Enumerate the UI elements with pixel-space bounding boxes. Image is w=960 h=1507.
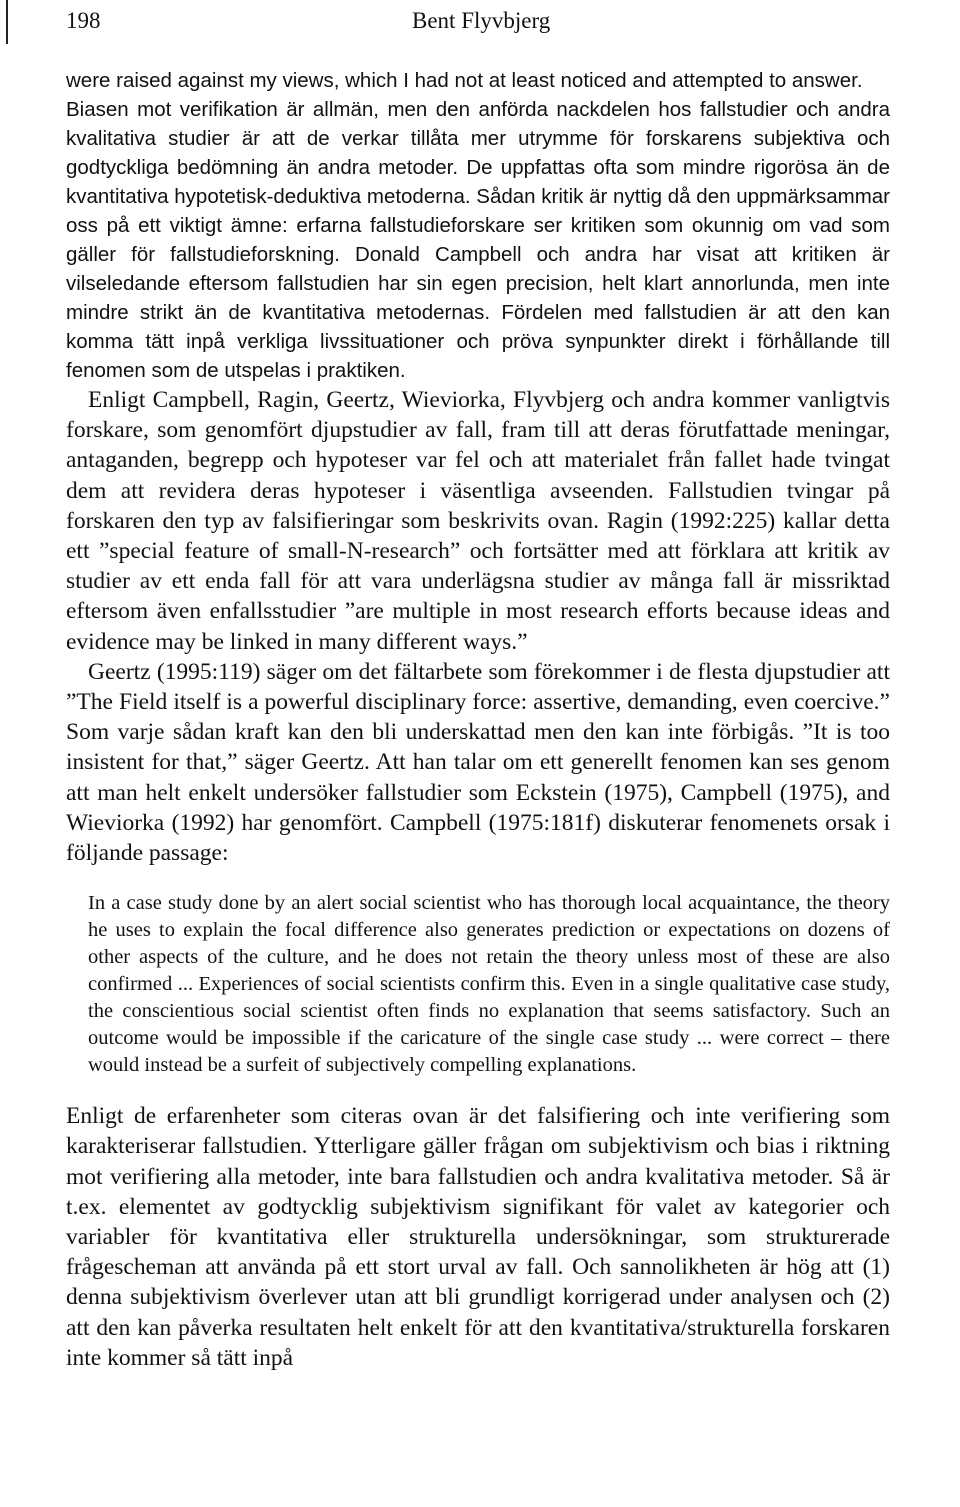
page-edge-line <box>6 0 8 44</box>
paragraph-1: were raised against my views, which I had not at least noticed and attempted to answer. <box>66 69 863 92</box>
page-body <box>66 66 890 1373</box>
page-number: 198 <box>66 8 101 33</box>
page-header <box>66 8 896 38</box>
paragraph-3: Enligt Campbell, Ragin, Geertz, Wieviorka, Flyvbjerg och andra kommer vanligtvis forskare, som genomfört djupstudier av fall, fram till att deras förutfattade meningar, antaganden, begrepp och hypoteser var fel och att materialet från fallet hade tvingat dem att revidera deras hypoteser i väsentliga avseenden. Fallstudien tvingar på forskaren den typ av falsifieringar som beskrivits ovan. Ragin (1992:225) kallar detta ett ”special feature of small-N-research” och fortsätter med att förklara att kritik av studier av ett enda fall för att vara underlägsna studier av många fall är missriktad eftersom även enfallsstudier ”are multiple in most research efforts because ideas and evidence may be linked in many different ways.” <box>66 387 890 655</box>
block-quote: In a case study done by an alert social scientist who has thorough local acquaintance, the theory he uses to explain the focal difference also generates prediction or expectations on dozens of other aspects of the culture, and he does not retain the theory unless most of these are also confirmed ... Experiences of social scientists confirm this. Even in a single qualitative case study, the conscientious social scientist often finds no explanation that seems satisfactory. Such an outcome would be impossible if the caricature of the single case study ... were correct – there would instead be a surfeit of subjectively compelling explanations. <box>88 892 890 1077</box>
paragraph-4: Geertz (1995:119) säger om det fältarbete som förekommer i de flesta djupstudier att ”The Field itself is a powerful disciplinary force: assertive, demanding, even coercive.” Som varje sådan kraft kan den bli underskattad men den kan inte förbigås. ”It is too insistent for that,” säger Geertz. Att han talar om ett generellt fenomen kan ses genom att man helt enkelt undersöker fallstudier som Eckstein (1975), Campbell (1975), and Wieviorka (1992) har genomfört. Campbell (1975:181f) diskuterar fenomenets orsak i följande passage: <box>66 658 890 867</box>
running-head: Bent Flyvbjerg <box>412 8 551 33</box>
paragraph-2: Biasen mot verifikation är allmän, men den anförda nackdelen hos fallstudier och andra kvalitativa studier är att de verkar tillåta mer utrymme för forskarens subjektiva och godtyckliga bedömning än andra metoder. De uppfattas ofta som mindre rigorösa än de kvantitativa hypotetisk-deduktiva metoderna. Sådan kritik är nyttig då den uppmärksammar oss på ett viktigt ämne: erfarna fallstudieforskare ser kritiken som okunnig om vad som gäller för fallstudieforskning. Donald Campbell och andra har visat att kritiken är vilseledande eftersom fallstudien har sin egen precision, helt klart annorlunda, men inte mindre strikt än de kvantitativa metodernas. Fördelen med fallstudien är att den kan komma tätt inpå verkliga livssituationer och pröva synpunkter direkt i förhållande till fenomen som de utspelas i praktiken. <box>66 98 890 382</box>
paragraph-5: Enligt de erfarenheter som citeras ovan är det falsifiering och inte verifiering som karakteriserar fallstudien. Ytterligare gäller frågan om subjektivism och bias i riktning mot verifiering alla metoder, inte bara fallstudien och andra kvalitativa metoder. Så är t.ex. elementet av godtycklig subjektivism signifikant för valet av kategorier och variabler för kvantitativa eller strukturella undersökningar, som strukturerade frågescheman att använda på ett stort urval av fall. Och sannolikheten är hög att (1) denna subjektivism överlever utan att bli grundligt korrigerad under analysen och (2) att den kan påverka resultaten helt enkelt för att den kvantitativa/strukturella forskaren inte kommer så tätt inpå <box>66 1103 890 1371</box>
